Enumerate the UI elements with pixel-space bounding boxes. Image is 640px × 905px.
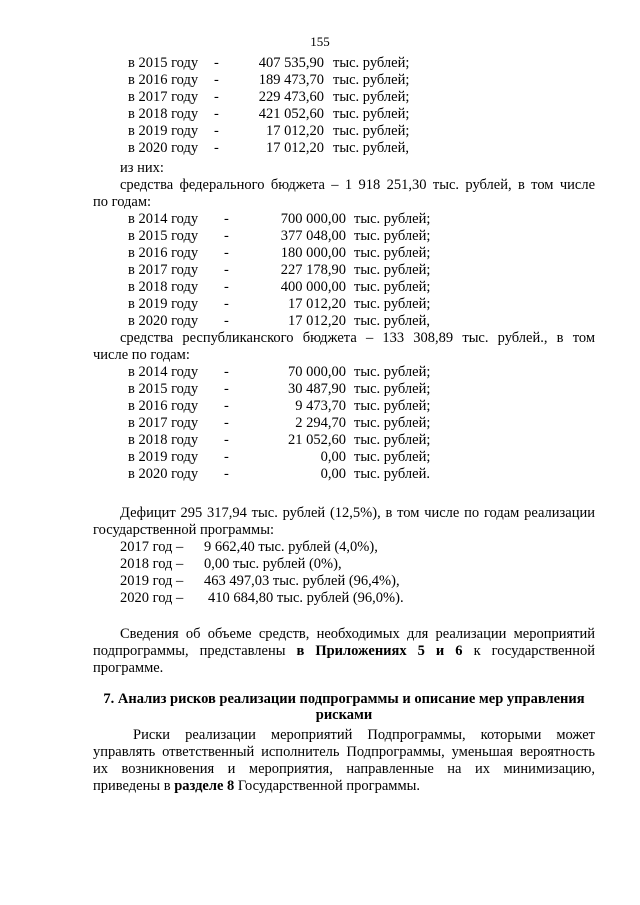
dash: - (224, 296, 229, 312)
section-7-line-2: управлять ответственный исполнитель Подпрограммы, уменьшая вероятность (93, 744, 595, 760)
dash: - (224, 245, 229, 261)
unit-label: тыс. рублей; (354, 364, 431, 380)
amount-value: 0,00 (320, 449, 346, 465)
section-7-line-1: Риски реализации мероприятий Подпрограммы, которыми может (133, 727, 595, 743)
dash: - (214, 106, 219, 122)
year-label: в 2018 году (128, 432, 199, 448)
year-label: в 2019 году (128, 296, 199, 312)
republican-line-1: средства республиканского бюджета – 133 308,89 тыс. рублей., в том (120, 330, 595, 346)
info-line-3: программе. (93, 660, 164, 676)
dash: - (224, 432, 229, 448)
dash: - (224, 466, 229, 482)
info-line-2-end: к государственной (473, 643, 596, 659)
section-7-line-3: их возникновения и мероприятия, направленные на их минимизацию, (93, 761, 595, 777)
dash: - (224, 313, 229, 329)
unit-label: тыс. рублей; (333, 106, 410, 122)
dash: - (224, 211, 229, 227)
of-them-label: из них: (120, 160, 164, 176)
info-line-1: Сведения об объеме средств, необходимых для реализации мероприятий (120, 626, 595, 642)
deficit-year: 2020 год – (120, 590, 184, 606)
info-line-2-start: подпрограммы, представлены (93, 643, 286, 659)
dash: - (224, 381, 229, 397)
amount-value: 189 473,70 (258, 72, 324, 88)
dash: - (214, 72, 219, 88)
amount-value: 421 052,60 (258, 106, 324, 122)
unit-label: тыс. рублей; (354, 262, 431, 278)
dash: - (224, 279, 229, 295)
year-label: в 2019 году (128, 123, 199, 139)
year-label: в 2015 году (128, 55, 199, 71)
republican-budget-paragraph (93, 330, 595, 364)
section-7-paragraph (93, 727, 595, 795)
federal-line-2: по годам: (93, 194, 152, 210)
year-label: в 2020 году (128, 140, 199, 156)
year-label: в 2019 году (128, 449, 199, 465)
info-paragraph (93, 626, 595, 677)
section-7-line-4 (93, 778, 595, 795)
unit-label: тыс. рублей; (354, 228, 431, 244)
amount-value: 2 294,70 (295, 415, 346, 431)
section-7-heading-line-1: 7. Анализ рисков реализации подпрограммы и описание мер управления (103, 691, 585, 707)
republican-line-2: числе по годам: (93, 347, 190, 363)
year-label: в 2017 году (128, 415, 199, 431)
info-line-2 (93, 643, 595, 660)
unit-label: тыс. рублей; (333, 123, 410, 139)
deficit-year: 2019 год – (120, 573, 184, 589)
dash: - (224, 228, 229, 244)
unit-label: тыс. рублей; (354, 432, 431, 448)
year-label: в 2018 году (128, 106, 199, 122)
dash: - (224, 364, 229, 380)
year-label: в 2016 году (128, 245, 199, 261)
amount-value: 407 535,90 (258, 55, 324, 71)
dash: - (224, 262, 229, 278)
page-number: 155 (310, 34, 330, 49)
deficit-line-2: государственной программы: (93, 522, 274, 538)
deficit-value: 0,00 тыс. рублей (0%), (204, 556, 342, 572)
section-reference: разделе 8 (174, 778, 235, 794)
unit-label: тыс. рублей; (354, 296, 431, 312)
deficit-value: 9 662,40 тыс. рублей (4,0%), (204, 539, 378, 555)
federal-line-1: средства федерального бюджета – 1 918 251,30 тыс. рублей, в том числе (120, 177, 595, 193)
year-label: в 2020 году (128, 313, 199, 329)
unit-label: тыс. рублей; (354, 415, 431, 431)
year-label: в 2020 году (128, 466, 199, 482)
unit-label: тыс. рублей, (333, 140, 409, 156)
amount-value: 30 487,90 (288, 381, 346, 397)
deficit-line-1: Дефицит 295 317,94 тыс. рублей (12,5%), в том числе по годам реализации (120, 505, 595, 521)
section-7-heading (93, 691, 595, 723)
section-7-heading-line-2: рисками (315, 707, 373, 723)
amount-value: 700 000,00 (280, 211, 346, 227)
year-label: в 2018 году (128, 279, 199, 295)
amount-value: 17 012,20 (288, 296, 346, 312)
amount-value: 0,00 (320, 466, 346, 482)
federal-budget-paragraph (93, 177, 595, 211)
deficit-year: 2017 год – (120, 539, 184, 555)
amount-value: 70 000,00 (288, 364, 346, 380)
amount-value: 17 012,20 (288, 313, 346, 329)
year-label: в 2017 году (128, 262, 199, 278)
unit-label: тыс. рублей; (333, 55, 410, 71)
year-label: в 2014 году (128, 211, 199, 227)
amount-value: 400 000,00 (280, 279, 346, 295)
year-label: в 2016 году (128, 398, 199, 414)
deficit-value: 463 497,03 тыс. рублей (96,4%), (204, 573, 400, 589)
appendix-reference: в Приложениях 5 и 6 (296, 643, 463, 659)
dash: - (224, 449, 229, 465)
unit-label: тыс. рублей, (354, 313, 430, 329)
unit-label: тыс. рублей; (333, 89, 410, 105)
dash: - (214, 89, 219, 105)
deficit-value: 410 684,80 тыс. рублей (96,0%). (208, 590, 404, 606)
unit-label: тыс. рублей. (354, 466, 430, 482)
deficit-paragraph (93, 505, 595, 539)
dash: - (224, 398, 229, 414)
dash: - (214, 123, 219, 139)
unit-label: тыс. рублей; (354, 279, 431, 295)
unit-label: тыс. рублей; (333, 72, 410, 88)
unit-label: тыс. рублей; (354, 381, 431, 397)
year-label: в 2015 году (128, 381, 199, 397)
deficit-year: 2018 год – (120, 556, 184, 572)
amount-value: 17 012,20 (266, 140, 324, 156)
section-7-line-4-end: Государственной программы. (237, 778, 421, 794)
dash: - (224, 415, 229, 431)
year-label: в 2016 году (128, 72, 199, 88)
amount-value: 227 178,90 (280, 262, 346, 278)
unit-label: тыс. рублей; (354, 449, 431, 465)
unit-label: тыс. рублей; (354, 245, 431, 261)
section-7-line-4-start: приведены в (93, 778, 171, 794)
year-label: в 2017 году (128, 89, 199, 105)
unit-label: тыс. рублей; (354, 398, 431, 414)
amount-value: 377 048,00 (280, 228, 346, 244)
amount-value: 180 000,00 (280, 245, 346, 261)
dash: - (214, 140, 219, 156)
unit-label: тыс. рублей; (354, 211, 431, 227)
amount-value: 9 473,70 (295, 398, 346, 414)
year-label: в 2015 году (128, 228, 199, 244)
amount-value: 21 052,60 (288, 432, 346, 448)
dash: - (214, 55, 219, 71)
year-label: в 2014 году (128, 364, 199, 380)
amount-value: 229 473,60 (258, 89, 324, 105)
amount-value: 17 012,20 (266, 123, 324, 139)
